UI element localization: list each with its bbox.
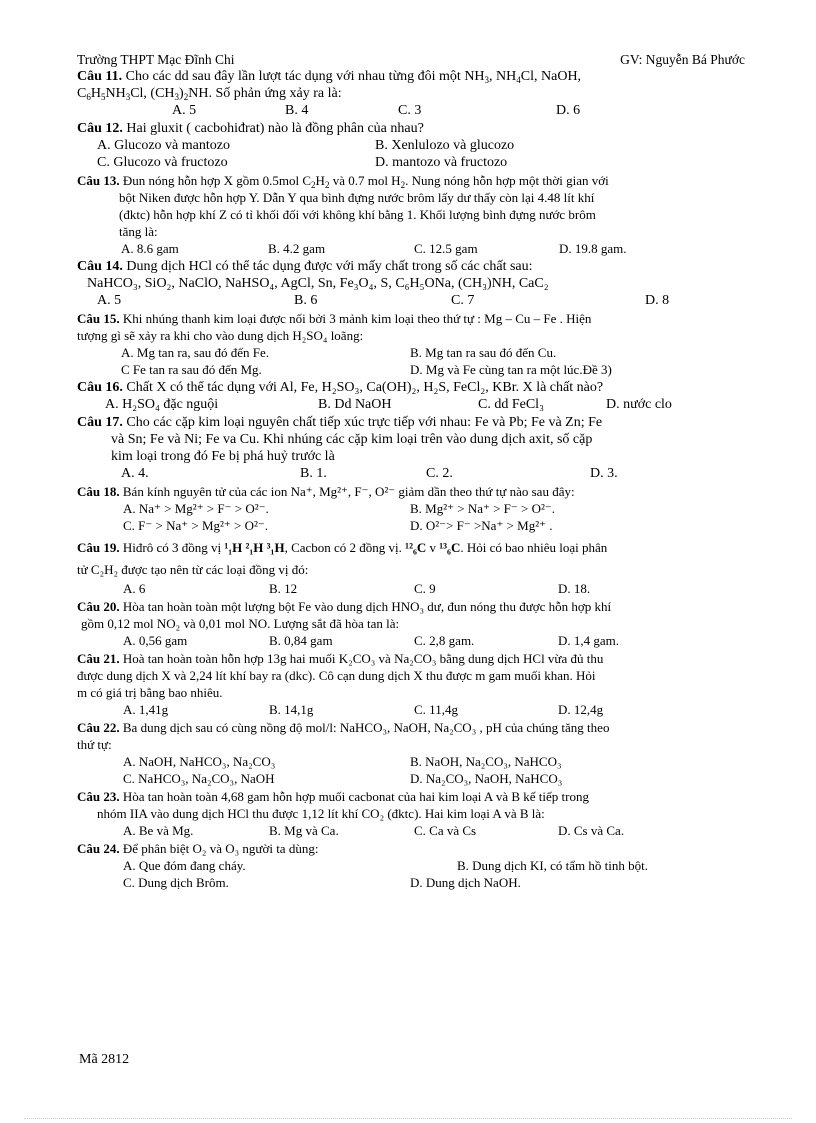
subscript: 6 [86, 92, 91, 102]
question-text: H [90, 86, 101, 101]
option-d: D. 19.8 gam. [559, 241, 627, 256]
question-text: m có giá trị bằng bao nhiêu. [77, 685, 223, 700]
question-text: Cho các cặp kim loại nguyên chất tiếp xúc trực tiếp với nhau: Fe và Pb; Fe và Zn; Fe [122, 415, 603, 430]
question-13 [77, 172, 737, 257]
question-text: được dung dịch X và 2,24 lít khí bay ra (dkc). Cô cạn dung dịch X thu được m gam muối khan. Hỏi [77, 668, 596, 683]
option-d: D. Dung dịch NaOH. [410, 875, 521, 890]
question-number: Câu 24. [77, 841, 120, 856]
question-text: Hai gluxit ( cacbohiđrat) nào là đồng phân của nhau? [122, 121, 424, 136]
option-a: A. 8.6 gam [121, 241, 179, 256]
option-a: A. 4. [121, 466, 149, 481]
question-text: kim loại trong đó Fe bị phá huỷ trước là [111, 449, 335, 464]
question-number: Câu 18. [77, 484, 120, 499]
option-a: A. 0,56 gam [123, 633, 188, 648]
option-d: D. mantozo và fructozo [375, 155, 508, 170]
question-text: v [426, 540, 440, 555]
question-number: Câu 15. [77, 311, 120, 326]
question-text: Khi nhúng thanh kim loại được nối bởi 3 mảnh kim loại theo thứ tự : Mg – Cu – Fe . Hiện [119, 311, 592, 326]
option-c: C. dd FeCl₃ [478, 397, 544, 412]
exam-page [77, 52, 745, 891]
subscript: 3 [174, 92, 180, 102]
question-text: Ba dung dịch sau có cùng nồng độ mol/l: NaHCO₃, NaOH, Na₂CO₃ , pH của chúng tăng theo [119, 720, 610, 735]
option-b: B. Mg²⁺ > Na⁺ > F⁻ > O²⁻. [410, 501, 555, 516]
teacher-name: GV: Nguyễn Bá Phước [620, 52, 745, 67]
question-text: tăng là: [119, 224, 158, 239]
question-text: và Sn; Fe và Ni; Fe va Cu. Khi nhúng các cặp kim loại trên vào dung dịch axit, số cặp [111, 432, 593, 447]
isotope-notation: ¹₁H ²₁H ³₁H [224, 540, 285, 555]
question-16 [77, 379, 737, 413]
option-b: B. 1. [300, 466, 327, 481]
question-text: , Cacbon có 2 đồng vị. [284, 540, 406, 555]
isotope-notation: ¹³₆C [439, 540, 461, 555]
option-d: D. Na₂CO₃, NaOH, NaHCO₃ [410, 771, 563, 786]
option-c: C. 9 [414, 581, 436, 596]
question-15 [77, 310, 737, 378]
substance-list: NaHCO₃, SiO₂, NaClO, NaHSO₄, AgCl, Sn, Fe₃O₄, S, C₆H₅ONa, (CH₃)NH, CaC₂ [87, 276, 549, 291]
question-text: (đktc) hỗn hợp khí Z có tỉ khối đối với không khí bằng 1. Khối lượng bình đựng nước brôm [119, 207, 596, 222]
option-c: C. 12.5 gam [414, 241, 478, 256]
option-a: A. Glucozo và mantozo [97, 138, 230, 153]
option-b: B. Mg và Ca. [269, 823, 339, 838]
question-number: Câu 21. [77, 651, 120, 666]
question-20 [77, 598, 737, 649]
option-d: D. 1,4 gam. [558, 633, 620, 648]
question-12 [77, 120, 737, 171]
option-d: D. 18. [558, 581, 591, 596]
question-text: bột Niken được hỗn hợp Y. Dẫn Y qua bình đựng nước brôm lấy dư thấy còn lại 4.48 lít khí [119, 190, 595, 205]
subscript: 2 [400, 180, 406, 190]
question-text: gồm 0,12 mol NO₂ và 0,01 mol NO. Lượng sắt đã hòa tan là: [81, 616, 400, 631]
question-11 [77, 68, 737, 119]
subscript: 5 [100, 92, 106, 102]
question-18 [77, 483, 737, 534]
option-d: D. 6 [556, 103, 581, 118]
question-text: Chất X có thể tác dụng với Al, Fe, H₂SO₃, Ca(OH)₂, H₂S, FeCl₂, KBr. X là chất nào? [122, 380, 604, 395]
subscript: 4 [516, 75, 521, 85]
subscript: 3 [125, 92, 131, 102]
option-a: A. 6 [123, 581, 146, 596]
option-a: A. H₂SO₄ đặc nguội [105, 397, 219, 412]
question-21 [77, 650, 737, 718]
option-b: B. NaOH, Na₂CO₃, NaHCO₃ [410, 754, 562, 769]
question-text: NH. Số phản ứng xảy ra là: [188, 86, 342, 101]
question-text: Hòa tan hoàn toàn 4,68 gam hỗn hợp muối cacbonat của hai kim loại A và B kế tiếp trong [119, 789, 589, 804]
option-a: A. 5 [97, 293, 122, 308]
question-text: Cho các dd sau đây lần lượt tác dụng với nhau từng đôi một NH [122, 69, 485, 84]
question-number: Câu 16. [77, 380, 123, 395]
question-number: Câu 17. [77, 415, 123, 430]
question-number: Câu 13. [77, 173, 120, 188]
option-c: C. 11,4g [414, 702, 458, 717]
school-name: Trường THPT Mạc Đĩnh Chi [77, 52, 235, 67]
question-text: và 0.7 mol H [329, 173, 401, 188]
option-b: B. 0,84 gam [269, 633, 333, 648]
question-text: ) [179, 86, 184, 101]
question-text: . Hỏi có bao nhiêu loại phân [460, 540, 608, 555]
question-text: . Nung nóng hỗn hợp một thời gian với [405, 173, 609, 188]
question-text: Hoà tan hoàn toàn hỗn hợp 13g hai muối K₂CO₃ và Na₂CO₃ bằng dung dịch HCl vừa đủ thu [119, 651, 604, 666]
question-number: Câu 23. [77, 789, 120, 804]
option-a: A. 5 [172, 103, 197, 118]
option-c: C. 2,8 gam. [414, 633, 475, 648]
option-b: B. 4.2 gam [268, 241, 326, 256]
option-a: A. 1,41g [123, 702, 169, 717]
option-b: B. 14,1g [269, 702, 314, 717]
question-text: Dung dịch HCl có thể tác dụng được với mấy chất trong số các chất sau: [122, 259, 533, 274]
question-text: Hòa tan hoàn toàn một lượng bột Fe vào dung dịch HNO₃ dư, đun nóng thu được hỗn hợp khí [119, 599, 612, 614]
question-text: nhóm IIA vào dung dịch HCl thu được 1,12 lít khí CO₂ (đktc). Hai kim loại A và B là: [97, 806, 545, 821]
question-number: Câu 19. [77, 540, 120, 555]
option-d: D. Mg và Fe cùng tan ra một lúc.Đề 3) [410, 362, 612, 377]
option-c: C. 7 [451, 293, 475, 308]
option-d: D. nước clo [606, 397, 672, 412]
subscript: 2 [324, 180, 330, 190]
option-c: C. Dung dịch Brôm. [123, 875, 229, 890]
question-text: Hiđrô có 3 đồng vị [119, 540, 225, 555]
option-c: C. Glucozo và fructozo [97, 155, 228, 170]
question-text: NH [105, 86, 126, 101]
question-text: thứ tự: [77, 737, 112, 752]
option-b: B. 4 [285, 103, 309, 118]
subscript: 3 [484, 75, 490, 85]
question-number: Câu 20. [77, 599, 120, 614]
question-19 [77, 539, 737, 597]
question-14 [77, 258, 737, 309]
question-text: Cl, (CH [130, 86, 175, 101]
option-c: C. 2. [426, 466, 453, 481]
option-c: C. 3 [398, 103, 422, 118]
option-c: C. NaHCO₃, Na₂CO₃, NaOH [123, 771, 275, 786]
question-number: Câu 12. [77, 121, 123, 136]
exam-code: Mã 2812 [79, 1052, 130, 1067]
option-a: A. Na⁺ > Mg²⁺ > F⁻ > O²⁻. [123, 501, 269, 516]
page-border [24, 1118, 792, 1119]
question-text: H [315, 173, 325, 188]
question-23 [77, 788, 737, 839]
option-c: C Fe tan ra sau đó đến Mg. [121, 362, 262, 377]
question-text: tử C₂H₂ được tạo nên từ các loại đồng vị đó: [77, 562, 309, 577]
question-24 [77, 840, 737, 891]
option-d: D. 3. [590, 466, 618, 481]
option-b: B. 12 [269, 581, 298, 596]
question-text: , NH [489, 69, 517, 84]
subscript: 2 [183, 92, 189, 102]
option-c: C. Ca và Cs [414, 823, 477, 838]
isotope-notation: ¹²₆C [405, 540, 427, 555]
option-b: B. Dd NaOH [318, 397, 392, 412]
question-number: Câu 14. [77, 259, 123, 274]
option-b: B. 6 [294, 293, 318, 308]
question-22 [77, 719, 737, 787]
option-a: A. Be và Mg. [123, 823, 194, 838]
option-d: D. Cs và Ca. [558, 823, 625, 838]
option-c: C. F⁻ > Na⁺ > Mg²⁺ > O²⁻. [123, 518, 268, 533]
subscript: 2 [311, 180, 316, 190]
question-text: C [77, 86, 87, 101]
page-header [77, 52, 745, 67]
question-number: Câu 22. [77, 720, 120, 735]
option-a: A. Mg tan ra, sau đó đến Fe. [121, 345, 270, 360]
question-text: tượng gì sẽ xảy ra khi cho vào dung dịch H₂SO₄ loãng: [77, 328, 364, 343]
option-a: A. Que đóm đang cháy. [123, 858, 246, 873]
question-text: Cl, NaOH, [520, 69, 582, 84]
option-b: B. Xenlulozo và glucozo [375, 138, 515, 153]
option-d: D. O²⁻> F⁻ >Na⁺ > Mg²⁺ . [410, 518, 553, 533]
question-number: Câu 11. [77, 69, 123, 84]
option-a: A. NaOH, NaHCO₃, Na₂CO₃ [123, 754, 276, 769]
option-d: D. 12,4g [558, 702, 604, 717]
option-b: B. Mg tan ra sau đó đến Cu. [410, 345, 557, 360]
question-text: Đun nóng hỗn hợp X gồm 0.5mol C [119, 173, 312, 188]
option-b: B. Dung dịch KI, có tẩm hồ tinh bột. [457, 858, 649, 873]
option-d: D. 8 [645, 293, 670, 308]
question-text: Bán kính nguyên tử của các ion Na⁺, Mg²⁺, F⁻, O²⁻ giảm dần theo thứ tự nào sau đây: [119, 484, 575, 499]
question-17 [77, 414, 737, 482]
question-text: Để phân biệt O₂ và O₃ người ta dùng: [119, 841, 319, 856]
